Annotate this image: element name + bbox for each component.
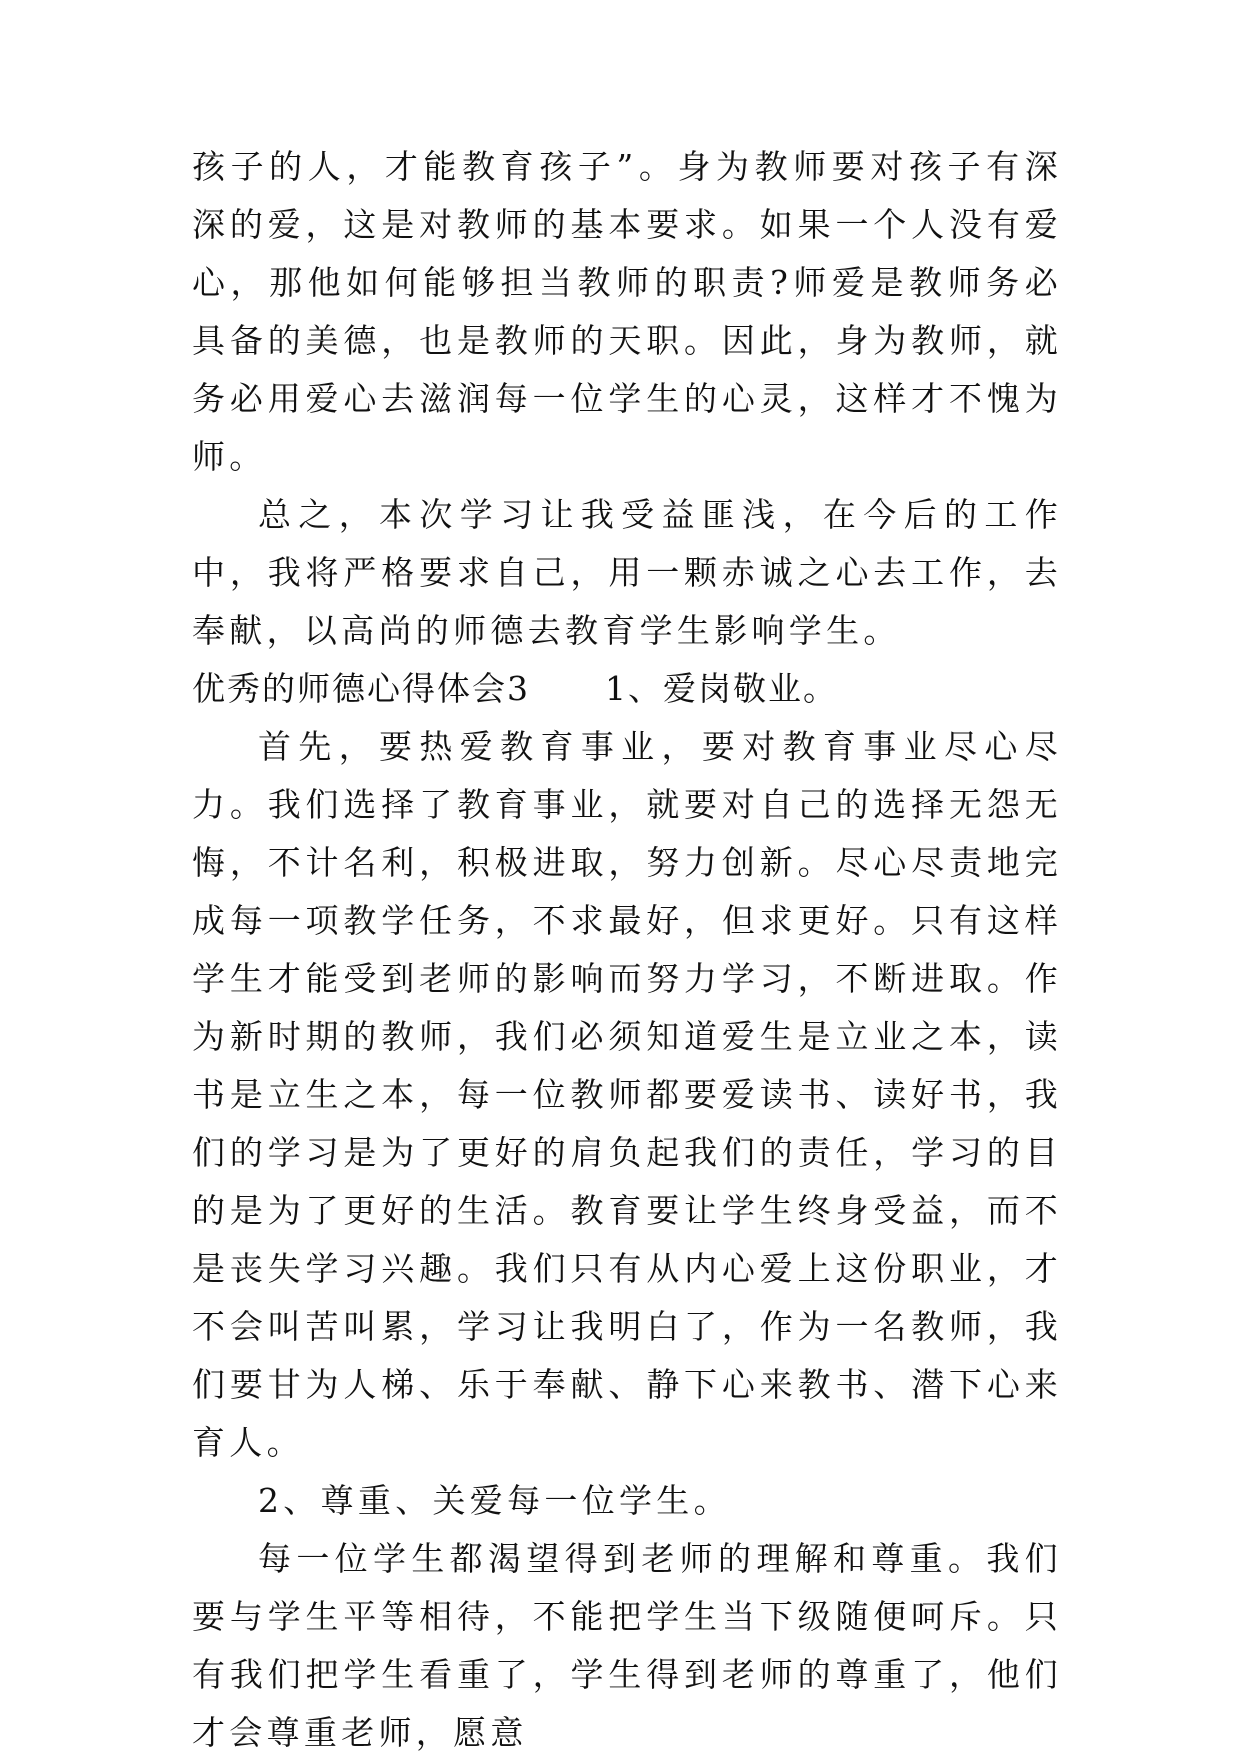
paragraph-respect: 每一位学生都渴望得到老师的理解和尊重。我们要与学生平等相待，不能把学生当下级随便呵斥。只有我们把学生看重了，学生得到老师的尊重了，他们才会尊重老师，愿意 [192,1539,1062,1752]
section-title: 优秀的师德心得体会3 [192,669,530,708]
paragraph-continuation: 孩子的人，才能教育孩子”。身为教师要对孩子有深深的爱，这是对教师的基本要求。如果一个人没有爱心，那他如何能够担当教师的职责?师爱是教师务必具备的美德，也是教师的天职。因此，身为教师，就务必用爱心去滋润每一位学生的心灵，这样才不愧为师。 [192,147,1062,476]
paragraph-dedication: 首先，要热爱教育事业，要对教育事业尽心尽力。我们选择了教育事业，就要对自己的选择无怨无悔，不计名利，积极进取，努力创新。尽心尽责地完成每一项教学任务，不求最好，但求更好。只有这样学生才能受到老师的影响而努力学习，不断进取。作为新时期的教师，我们必须知道爱生是立业之本，读书是立生之本，每一位教师都要爱读书、读好书，我们的学习是为了更好的肩负起我们的责任，学习的目的是为了更好的生活。教育要让学生终身受益，而不是丧失学习兴趣。我们只有从内心爱上这份职业，才不会叫苦叫累，学习让我明白了，作为一名教师，我们要甘为人梯、乐于奉献、静下心来教书、潜下心来育人。 [192,727,1062,1462]
paragraph-point-2: 2、尊重、关爱每一位学生。 [258,1481,731,1520]
document-body [192,138,1062,1762]
section-heading-line [192,660,1062,718]
paragraph-summary: 总之，本次学习让我受益匪浅，在今后的工作中，我将严格要求自己，用一颗赤诚之心去工作，去奉献，以高尚的师德去教育学生影响学生。 [192,495,1062,650]
section-first-point: 1、爱岗敬业。 [604,669,838,708]
